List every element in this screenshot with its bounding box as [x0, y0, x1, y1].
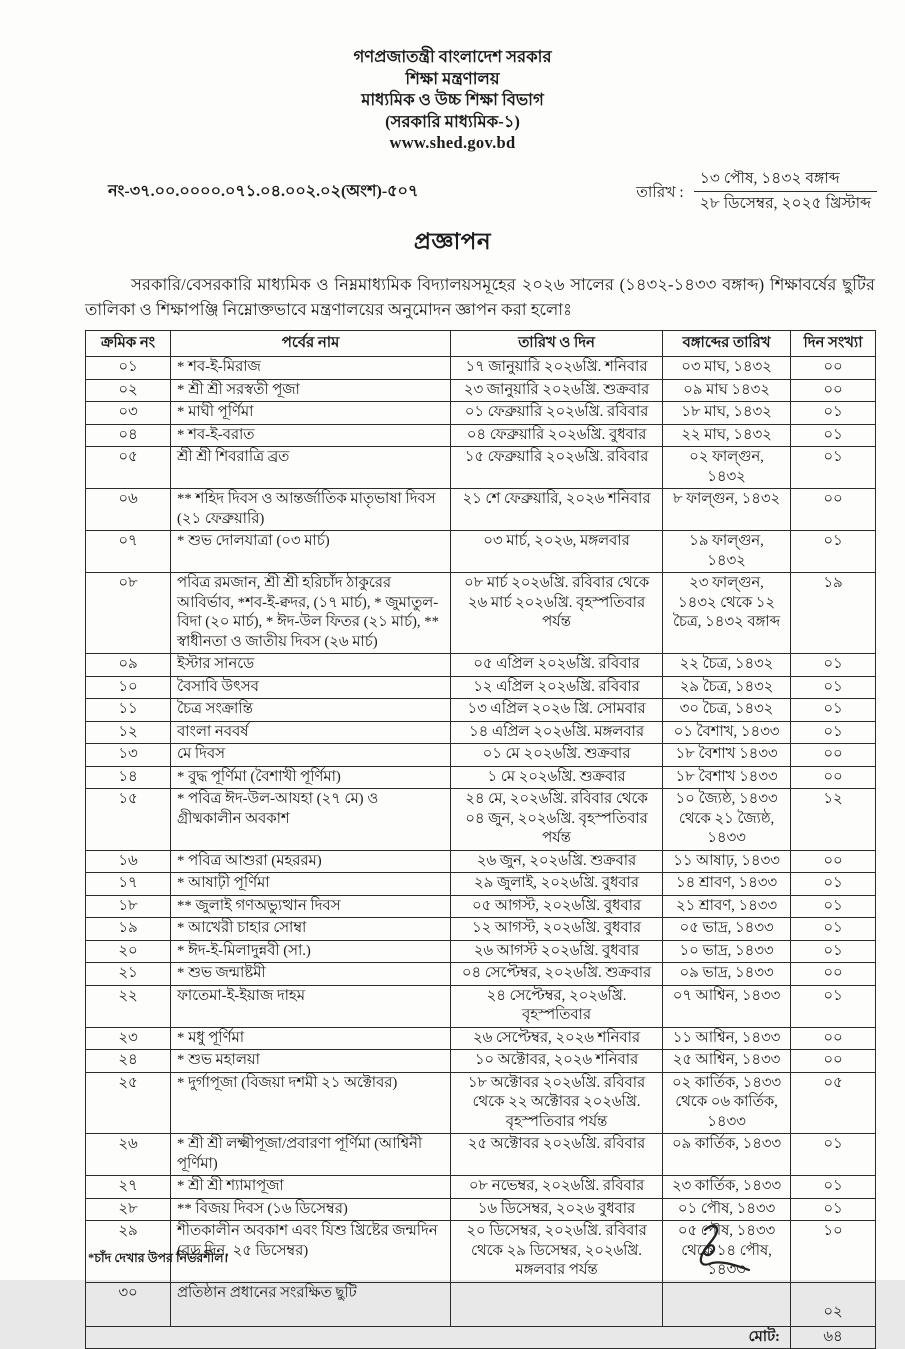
serial-cell: ৩০ [86, 1282, 171, 1326]
occasion-name-cell: * আষাঢ়ী পূর্ণিমা [171, 873, 451, 896]
occasion-name-cell: মে দিবস [171, 744, 451, 767]
serial-cell: ১৩ [86, 744, 171, 767]
bangla-date-cell: ১৮ মাঘ, ১৪৩২ [663, 402, 791, 425]
date-day-cell: ২৫ অক্টোবর ২০২৬খ্রি. রবিবার [451, 1134, 663, 1176]
day-count-cell: ০৫ [791, 1072, 876, 1134]
serial-cell: ২৬ [86, 1134, 171, 1176]
holiday-row [86, 573, 876, 654]
date-day-cell: ১০ অক্টোবর, ২০২৬ শনিবার [451, 1050, 663, 1073]
section-name: (সরকারি মাধ্যমিক-১) [0, 111, 905, 133]
holiday-row [86, 721, 876, 744]
date-day-cell: ২১ শে ফেব্রুয়ারি, ২০২৬ শনিবার [451, 489, 663, 531]
holiday-row [86, 447, 876, 489]
intro-paragraph: সরকারি/বেসরকারি মাধ্যমিক ও নিম্নমাধ্যমিক বিদ্যালয়সমূহের ২০২৬ সালের (১৪৩২-১৪৩৩ বঙ্গাব্দ) শিক্ষাবর্ষের ছুটির তালিকা ও শিক্ষাপঞ্জি নিম্নোক্তভাবে মন্ত্রণালয়ের অনুমোদন জ্ঞাপন করা হলোঃ [85, 272, 875, 322]
bangla-date-cell: ২৫ আশ্বিন, ১৪৩৩ [663, 1050, 791, 1073]
occasion-name-cell: * শব-ই-বরাত [171, 424, 451, 447]
occasion-name-cell: * শুভ মহালয়া [171, 1050, 451, 1073]
date-day-cell: ১৫ ফেব্রুয়ারি ২০২৬খ্রি. রবিবার [451, 447, 663, 489]
date-day-cell: ১৬ ডিসেম্বর, ২০২৬ বুধবার [451, 1198, 663, 1221]
day-count-cell: ০০ [791, 1027, 876, 1050]
holiday-row [86, 850, 876, 873]
holiday-row [86, 940, 876, 963]
day-count-cell: ০১ [791, 918, 876, 941]
date-day-cell: ১৮ অক্টোবর ২০২৬খ্রি. রবিবার থেকে ২২ অক্টোবর ২০২৬খ্রি. বৃহস্পতিবার পর্যন্ত [451, 1072, 663, 1134]
occasion-name-cell: ** জুলাই গণঅভ্যুত্থান দিবস [171, 895, 451, 918]
holiday-row [86, 654, 876, 677]
holiday-row [86, 1282, 876, 1326]
header-bangla-date: বঙ্গাব্দের তারিখ [663, 330, 791, 357]
occasion-name-cell: * বুদ্ধ পূর্ণিমা (বৈশাখী পূর্ণিমা) [171, 766, 451, 789]
serial-cell: ০৬ [86, 489, 171, 531]
occasion-name-cell: শ্রী শ্রী শিবরাত্রি ব্রত [171, 447, 451, 489]
holiday-row [86, 424, 876, 447]
date-day-cell: ০৪ ফেব্রুয়ারি ২০২৬খ্রি. বুধবার [451, 424, 663, 447]
occasion-name-cell: * শব-ই-মিরাজ [171, 357, 451, 380]
holiday-table [85, 330, 876, 1349]
bangla-date-cell: ০৫ ভাদ্র, ১৪৩৩ [663, 918, 791, 941]
bangla-date-cell: ০২ কার্তিক, ১৪৩৩ থেকে ০৬ কার্তিক, ১৪৩৩ [663, 1072, 791, 1134]
day-count-cell: ১২ [791, 789, 876, 851]
header-occasion-name: পর্বের নাম [171, 330, 451, 357]
occasion-name-cell: * শুভ জন্মাষ্টমী [171, 963, 451, 986]
serial-cell: ২৮ [86, 1198, 171, 1221]
day-count-cell: ০১ [791, 985, 876, 1027]
holiday-row [86, 873, 876, 896]
ministry-name: শিক্ষা মন্ত্রণালয় [0, 68, 905, 90]
occasion-name-cell: * পবিত্র আশুরা (মহররম) [171, 850, 451, 873]
occasion-name-cell: ইস্টার সানডে [171, 654, 451, 677]
holiday-row [86, 357, 876, 380]
occasion-name-cell: শীতকালীন অবকাশ এবং যিশু খ্রিষ্টের জন্মদিন (বড় দিন, ২৫ ডিসেম্বর) [171, 1221, 451, 1283]
bangla-date-cell: ০৭ আশ্বিন, ১৪৩৩ [663, 985, 791, 1027]
serial-cell: ০৭ [86, 531, 171, 573]
serial-cell: ১২ [86, 721, 171, 744]
day-count-cell: ০০ [791, 379, 876, 402]
serial-cell: ১০ [86, 676, 171, 699]
serial-cell: ০৯ [86, 654, 171, 677]
occasion-name-cell: * আখেরী চাহার সোম্বা [171, 918, 451, 941]
day-count-cell: ০০ [791, 850, 876, 873]
bangla-date-cell: ০৯ ভাদ্র, ১৪৩৩ [663, 963, 791, 986]
header-day-count: দিন সংখ্যা [791, 330, 876, 357]
serial-cell: ২৭ [86, 1176, 171, 1199]
day-count-cell: ০০ [791, 766, 876, 789]
day-count-cell: ০০ [791, 357, 876, 380]
holiday-row [86, 789, 876, 851]
date-values [694, 168, 877, 215]
header-serial: ক্রমিক নং [86, 330, 171, 357]
holiday-row [86, 963, 876, 986]
serial-cell: ২১ [86, 963, 171, 986]
bangla-date-cell: ২২ চৈত্র, ১৪৩২ [663, 654, 791, 677]
table-header-row [86, 330, 876, 357]
occasion-name-cell: * শ্রী শ্রী সরস্বতী পূজা [171, 379, 451, 402]
bangla-date-cell: ০৩ মাঘ, ১৪৩২ [663, 357, 791, 380]
holiday-row [86, 895, 876, 918]
holiday-row [86, 379, 876, 402]
day-count-cell: ০১ [791, 1176, 876, 1199]
day-count-cell: ০১ [791, 676, 876, 699]
occasion-name-cell: * দুর্গাপূজা (বিজয়া দশমী ২১ অক্টোবর) [171, 1072, 451, 1134]
bangla-date-cell: ০৯ মাঘ ১৪৩২ [663, 379, 791, 402]
date-day-cell: ১ মে ২০২৬খ্রি. শুক্রবার [451, 766, 663, 789]
date-day-cell: ২৪ মে, ২০২৬খ্রি. রবিবার থেকে ০৪ জুন, ২০২৬খ্রি. বৃহস্পতিবার পর্যন্ত [451, 789, 663, 851]
occasion-name-cell: বৈসাবি উৎসব [171, 676, 451, 699]
bangla-date-cell: ১১ আষাঢ়, ১৪৩৩ [663, 850, 791, 873]
day-count-cell: ০১ [791, 402, 876, 425]
day-count-cell: ০০ [791, 744, 876, 767]
bangla-date-cell: ১৮ বৈশাখ ১৪৩৩ [663, 766, 791, 789]
total-row [86, 1326, 876, 1349]
serial-cell: ০৫ [86, 447, 171, 489]
day-count-cell: ১৯ [791, 573, 876, 654]
day-count-cell: ০১ [791, 940, 876, 963]
bangla-date-cell: ২১ শ্রাবণ, ১৪৩৩ [663, 895, 791, 918]
holiday-row [86, 744, 876, 767]
occasion-name-cell: * মধু পূর্ণিমা [171, 1027, 451, 1050]
header-date-day: তারিখ ও দিন [451, 330, 663, 357]
date-day-cell: ০৮ নভেম্বর, ২০২৬খ্রি. রবিবার [451, 1176, 663, 1199]
date-day-cell: ১৭ জানুয়ারি ২০২৬খ্রি. শনিবার [451, 357, 663, 380]
holiday-row [86, 676, 876, 699]
holiday-row [86, 766, 876, 789]
holiday-row [86, 1198, 876, 1221]
occasion-name-cell: * পবিত্র ঈদ-উল-আযহা (২৭ মে) ও গ্রীষ্মকালীন অবকাশ [171, 789, 451, 851]
bangla-date-cell: ৮ ফাল্গুন, ১৪৩২ [663, 489, 791, 531]
date-day-cell: ২০ ডিসেম্বর, ২০২৬খ্রি. রবিবার থেকে ২৯ ডিসেম্বর, ২০২৬খ্রি. মঙ্গলবার পর্যন্ত [451, 1221, 663, 1283]
serial-cell: ০৩ [86, 402, 171, 425]
date-day-cell: ১৪ এপ্রিল ২০২৬খ্রি. মঙ্গলবার [451, 721, 663, 744]
bangla-date-cell: ৩০ চৈত্র, ১৪৩২ [663, 699, 791, 722]
date-day-cell: ০১ মে ২০২৬খ্রি. শুক্রবার [451, 744, 663, 767]
bangla-date-cell [663, 1282, 791, 1326]
date-day-cell: ১২ আগস্ট, ২০২৬খ্রি. বুধবার [451, 918, 663, 941]
date-day-cell [451, 1282, 663, 1326]
holiday-row [86, 489, 876, 531]
serial-cell: ১৮ [86, 895, 171, 918]
total-value: ৬৪ [791, 1326, 876, 1349]
occasion-name-cell: * মাঘী পূর্ণিমা [171, 402, 451, 425]
bangla-date-cell: ০১ পৌষ, ১৪৩৩ [663, 1198, 791, 1221]
holiday-row [86, 1176, 876, 1199]
bangla-date-cell: ১৮ বৈশাখ ১৪৩৩ [663, 744, 791, 767]
day-count-cell: ০০ [791, 1050, 876, 1073]
serial-cell: ২২ [86, 985, 171, 1027]
occasion-name-cell: * ঈদ-ই-মিলাদুন্নবী (সা.) [171, 940, 451, 963]
holiday-row [86, 985, 876, 1027]
date-day-cell: ০৫ এপ্রিল ২০২৬খ্রি. রবিবার [451, 654, 663, 677]
occasion-name-cell: ** শহিদ দিবস ও আন্তর্জাতিক মাতৃভাষা দিবস (২১ ফেব্রুয়ারি) [171, 489, 451, 531]
holiday-row [86, 1072, 876, 1134]
date-label: তারিখ : [636, 176, 683, 206]
bangla-date-cell: ১০ জ্যৈষ্ঠ, ১৪৩৩ থেকে ২১ জ্যৈষ্ঠ, ১৪৩৩ [663, 789, 791, 851]
bangla-date-cell: ১৪ শ্রাবণ, ১৪৩৩ [663, 873, 791, 896]
holiday-row [86, 918, 876, 941]
serial-cell: ০২ [86, 379, 171, 402]
occasion-name-cell: * শ্রী শ্রী লক্ষ্মীপূজা/প্রবারণা পূর্ণিমা (আশ্বিনী পূর্ণিমা) [171, 1134, 451, 1176]
bangla-date-cell: ২৩ কার্তিক, ১৪৩৩ [663, 1176, 791, 1199]
holiday-row [86, 1134, 876, 1176]
day-count-cell: ১০ [791, 1221, 876, 1283]
day-count-cell: ০১ [791, 424, 876, 447]
holiday-row [86, 531, 876, 573]
signature-mark [675, 1220, 755, 1278]
date-day-cell: ২৬ আগস্ট ২০২৬খ্রি. বুধবার [451, 940, 663, 963]
date-day-cell: ২৪ সেপ্টেম্বর, ২০২৬খ্রি. বৃহস্পতিবার [451, 985, 663, 1027]
occasion-name-cell: বাংলা নববর্ষ [171, 721, 451, 744]
occasion-name-cell: * শুভ দোলযাত্রা (০৩ মার্চ) [171, 531, 451, 573]
serial-cell: ০৮ [86, 573, 171, 654]
memo-header [108, 168, 877, 215]
date-day-cell: ০৪ সেপ্টেম্বর, ২০২৬খ্রি. শুক্রবার [451, 963, 663, 986]
day-count-cell: ০০ [791, 489, 876, 531]
date-day-cell: ১৩ এপ্রিল ২০২৬ খ্রি. সোমবার [451, 699, 663, 722]
serial-cell: ০৪ [86, 424, 171, 447]
day-count-cell: ০১ [791, 1134, 876, 1176]
date-bangla: ১৩ পৌষ, ১৪৩২ বঙ্গাব্দ [694, 168, 877, 192]
bangla-date-cell: ০২ ফাল্গুন, ১৪৩২ [663, 447, 791, 489]
website-text: www.shed.gov.bd [0, 132, 905, 154]
date-day-cell: ২৯ জুলাই, ২০২৬খ্রি. বুধবার [451, 873, 663, 896]
date-day-cell: ১২ এপ্রিল ২০২৬খ্রি. রবিবার [451, 676, 663, 699]
holiday-row [86, 402, 876, 425]
serial-cell: ১৯ [86, 918, 171, 941]
serial-cell: ২৪ [86, 1050, 171, 1073]
day-count-cell: ০০ [791, 963, 876, 986]
day-count-cell: ০২ [791, 1282, 876, 1326]
bangla-date-cell: ০৫ পৌষ, ১৪৩৩ থেকে ১৪ পৌষ, ১৪৩৩ [663, 1221, 791, 1283]
date-gregorian: ২৮ ডিসেম্বর, ২০২৫ খ্রিস্টাব্দ [694, 192, 877, 215]
serial-cell: ২৫ [86, 1072, 171, 1134]
occasion-name-cell: পবিত্র রমজান, শ্রী শ্রী হরিচাঁদ ঠাকুরের আবির্ভাব, *শব-ই-ক্বদর, (১৭ মার্চ), * জুমাতুল-বিদা (২০ মার্চ), * ঈদ-উল ফিতর (২১ মার্চ), ** স্বাধীনতা ও জাতীয় দিবস (২৬ মার্চ) [171, 573, 451, 654]
serial-cell: ১৭ [86, 873, 171, 896]
day-count-cell: ০১ [791, 721, 876, 744]
day-count-cell: ০১ [791, 447, 876, 489]
bangla-date-cell: ২৩ ফাল্গুন, ১৪৩২ থেকে ১২ চৈত্র, ১৪৩২ বঙ্গাব্দ [663, 573, 791, 654]
day-count-cell: ০১ [791, 699, 876, 722]
serial-cell: ১৬ [86, 850, 171, 873]
day-count-cell: ০১ [791, 1198, 876, 1221]
serial-cell: ১৫ [86, 789, 171, 851]
date-day-cell: ০৫ আগস্ট, ২০২৬খ্রি. বুধবার [451, 895, 663, 918]
bangla-date-cell: ২৯ চৈত্র, ১৪৩২ [663, 676, 791, 699]
day-count-cell: ০১ [791, 873, 876, 896]
bangla-date-cell: ১৯ ফাল্গুন, ১৪৩২ [663, 531, 791, 573]
day-count-cell: ০১ [791, 654, 876, 677]
occasion-name-cell: * শ্রী শ্রী শ্যামাপূজা [171, 1176, 451, 1199]
bangla-date-cell: ২২ মাঘ, ১৪৩২ [663, 424, 791, 447]
total-label: মোট: [86, 1326, 791, 1349]
occasion-name-cell: ফাতেমা-ই-ইয়াজ দাহম [171, 985, 451, 1027]
government-name: গণপ্রজাতন্ত্রী বাংলাদেশ সরকার [0, 46, 905, 68]
holiday-row [86, 1027, 876, 1050]
bangla-date-cell: ১১ আশ্বিন, ১৪৩৩ [663, 1027, 791, 1050]
serial-cell: ১৪ [86, 766, 171, 789]
day-count-cell: ০১ [791, 531, 876, 573]
reference-number: নং-৩৭.০০.০০০০.০৭১.০৪.০০২.০২(অংশ)-৫০৭ [108, 168, 418, 205]
letterhead [0, 0, 905, 154]
holiday-row [86, 699, 876, 722]
date-block [636, 168, 877, 215]
date-day-cell: ২৬ সেপ্টেম্বর, ২০২৬ শনিবার [451, 1027, 663, 1050]
moon-sighting-footnote: *চাঁদ দেখার উপর নির্ভরশীল। [88, 1250, 228, 1270]
bangla-date-cell: ১০ ভাদ্র, ১৪৩৩ [663, 940, 791, 963]
date-day-cell: ০১ ফেব্রুয়ারি ২০২৬খ্রি. রবিবার [451, 402, 663, 425]
serial-cell: ০১ [86, 357, 171, 380]
holiday-row [86, 1050, 876, 1073]
occasion-name-cell: চৈত্র সংক্রান্তি [171, 699, 451, 722]
date-day-cell: ২৬ জুন, ২০২৬খ্রি. শুক্রবার [451, 850, 663, 873]
page-title: প্রজ্ঞাপন [0, 223, 905, 262]
day-count-cell: ০১ [791, 895, 876, 918]
bangla-date-cell: ০৯ কার্তিক, ১৪৩৩ [663, 1134, 791, 1176]
serial-cell: ২০ [86, 940, 171, 963]
serial-cell: ২৯ [86, 1221, 171, 1283]
date-day-cell: ০৮ মার্চ ২০২৬খ্রি. রবিবার থেকে ২৬ মার্চ ২০২৬খ্রি. বৃহস্পতিবার পর্যন্ত [451, 573, 663, 654]
serial-cell: ১১ [86, 699, 171, 722]
division-name: মাধ্যমিক ও উচ্চ শিক্ষা বিভাগ [0, 89, 905, 111]
occasion-name-cell: ** বিজয় দিবস (১৬ ডিসেম্বর) [171, 1198, 451, 1221]
date-day-cell: ২৩ জানুয়ারি ২০২৬খ্রি. শুক্রবার [451, 379, 663, 402]
serial-cell: ২৩ [86, 1027, 171, 1050]
occasion-name-cell: প্রতিষ্ঠান প্রধানের সংরক্ষিত ছুটি [171, 1282, 451, 1326]
bangla-date-cell: ০১ বৈশাখ, ১৪৩৩ [663, 721, 791, 744]
date-day-cell: ০৩ মার্চ, ২০২৬, মঙ্গলবার [451, 531, 663, 573]
